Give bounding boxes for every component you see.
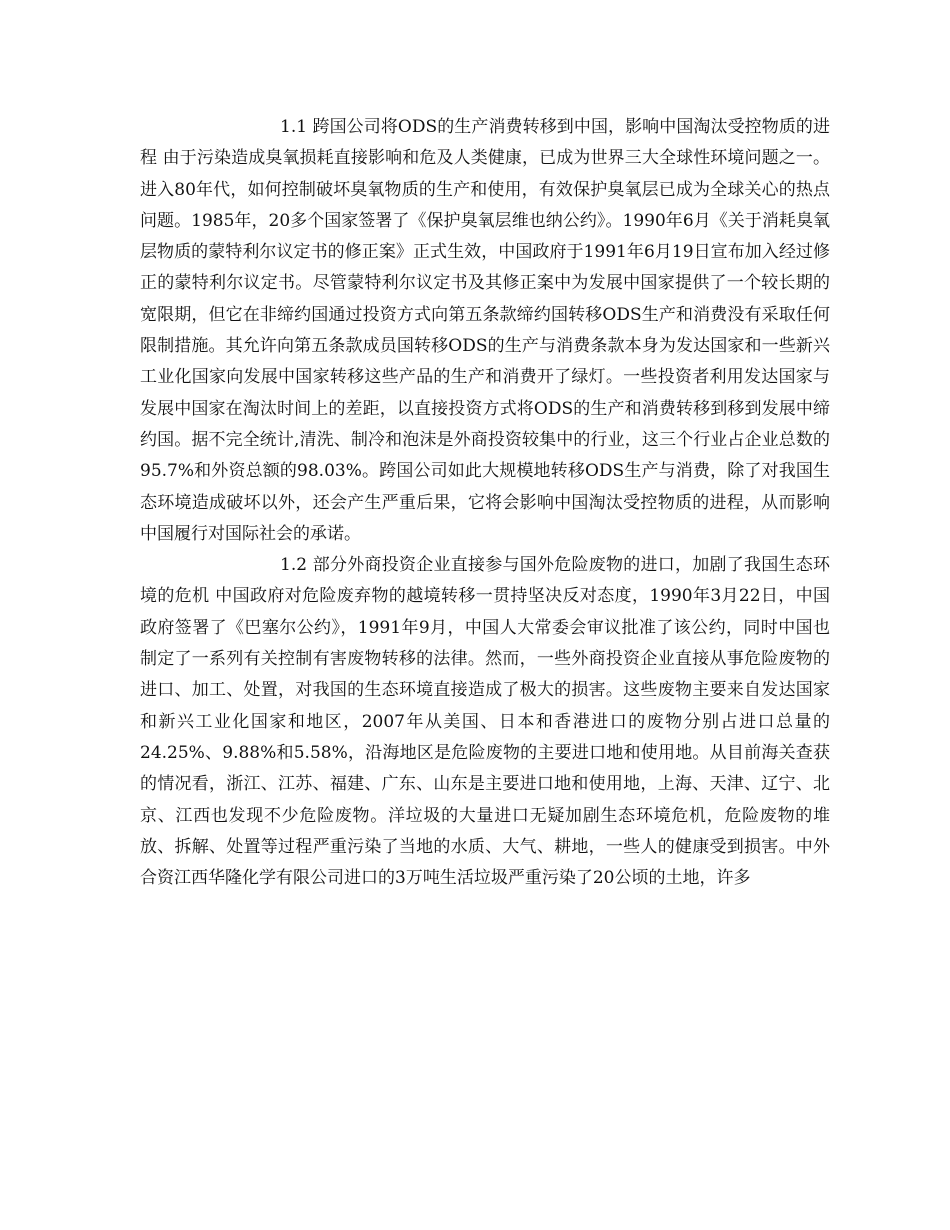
paragraph-text: 1.1 跨国公司将ODS的生产消费转移到中国，影响中国淘汰受控物质的进程 由于污染造成臭氧损耗直接影响和危及人类健康，已成为世界三大全球性环境问题之一。进入80年代，如何控制破坏臭氧物质的生产和使用，有效保护臭氧层已成为全球关心的热点问题。1985年，20多个国家签署了《保护臭氧层维也纳公约》。1990年6月《关于消耗臭氧层物质的蒙特利尔议定书的修正案》正式生效，中国政府于1991年6月19日宣布加入经过修正的蒙特利尔议定书。尽管蒙特利尔议定书及其修正案中为发展中国家提供了一个较长期的宽限期，但它在非缔约国通过投资方式向第五条款缔约国转移ODS生产和消费没有采取任何限制措施。其允许向第五条款成员国转移ODS的生产与消费条款本身为发达国家和一些新兴工业化国家向发展中国家转移这些产品的生产和消费开了绿灯。一些投资者利用发达国家与发展中国家在淘汰时间上的差距，以直接投资方式将ODS的生产和消费转移到移到发展中缔约国。据不完全统计,清洗、制冷和泡沫是外商投资较集中的行业，这三个行业占企业总数的95.7%和外资总额的98.03%。跨国公司如此大规模地转移ODS生产与消费，除了对我国生态环境造成破坏以外，还会产生严重后果，它将会影响中国淘汰受控物质的进程，从而影响中国履行对国际社会的承诺。 bbox=[140, 117, 830, 544]
document-body bbox=[140, 112, 830, 894]
paragraph-section-1-1 bbox=[140, 112, 830, 550]
paragraph-text: 1.2 部分外商投资企业直接参与国外危险废物的进口，加剧了我国生态环境的危机 中国政府对危险废弃物的越境转移一贯持坚决反对态度，1990年3月22日，中国政府签署了《巴塞尔公约》，1991年9月，中国人大常委会审议批准了该公约，同时中国也制定了一系列有关控制有害废物转移的法律。然而，一些外商投资企业直接从事危险废物的进口、加工、处置，对我国的生态环境直接造成了极大的损害。这些废物主要来自发达国家和新兴工业化国家和地区，2007年从美国、日本和香港进口的废物分别占进口总量的24.25%、9.88%和5.58%，沿海地区是危险废物的主要进口地和使用地。从目前海关查获的情况看，浙江、江苏、福建、广东、山东是主要进口地和使用地，上海、天津、辽宁、北京、江西也发现不少危险废物。洋垃圾的大量进口无疑加剧生态环境危机，危险废物的堆放、拆解、处置等过程严重污染了当地的水质、大气、耕地，一些人的健康受到损害。中外合资江西华隆化学有限公司进口的3万吨生活垃圾严重污染了20公顷的土地，许多 bbox=[140, 555, 830, 889]
paragraph-section-1-2 bbox=[140, 550, 830, 894]
